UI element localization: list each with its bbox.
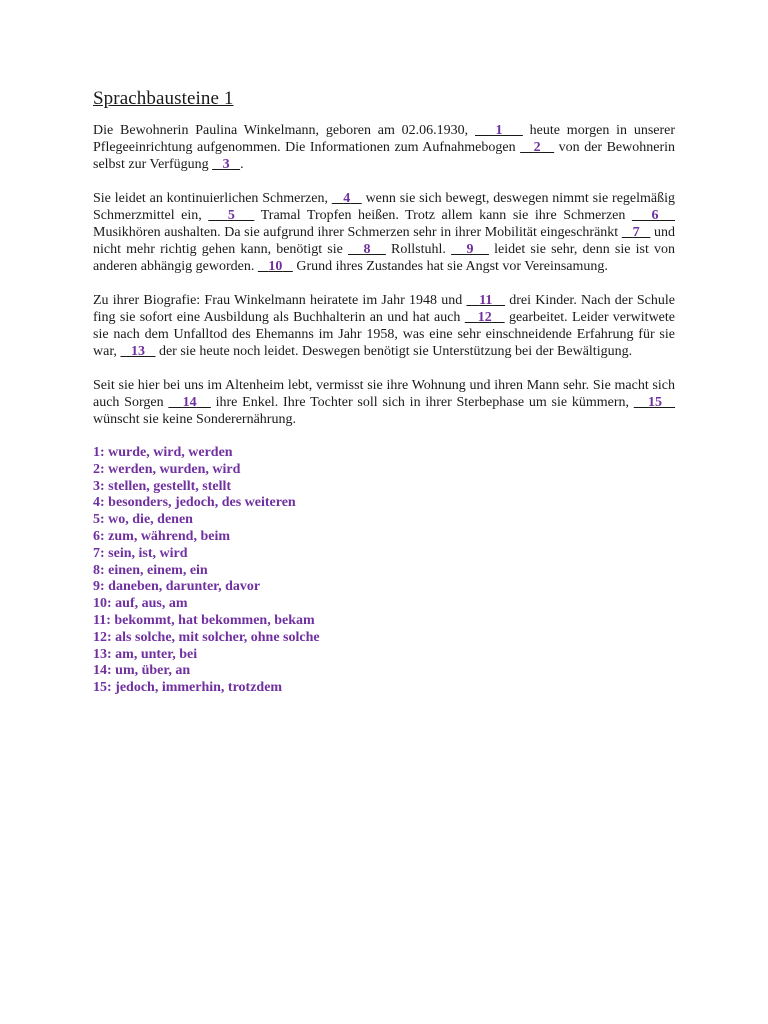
- gap-number: 3: [222, 157, 230, 172]
- paragraph-text: gearbeitet. Leider verwitwete sie nach dem Unfalltod des Ehemanns im Jahr 1958, was eine sehr einschneidende Erfahrung für sie war,: [93, 310, 675, 359]
- paragraph-text: Musikhören aushalten. Da sie aufgrund ihrer Schmerzen sehr in ihrer Mobilität eingeschränkt: [93, 225, 622, 240]
- blank-gap-4[interactable]: [332, 191, 362, 206]
- blank-gap-15[interactable]: [634, 395, 675, 410]
- paragraph-text: Seit sie hier bei uns im Altenheim lebt, vermisst sie ihre Wohnung und ihren Mann sehr. Sie macht sich auch Sorgen: [93, 378, 675, 410]
- gap-number: 12: [477, 310, 492, 325]
- paragraph-text: Zu ihrer Biografie: Frau Winkelmann heiratete im Jahr 1948 und: [93, 293, 467, 308]
- paragraph-1: [93, 122, 675, 173]
- paragraph-3: [93, 292, 675, 360]
- gap-number: 14: [182, 395, 197, 410]
- blank-gap-8[interactable]: [348, 242, 386, 257]
- blank-gap-1[interactable]: [475, 123, 523, 138]
- exercise-text: [93, 122, 675, 428]
- paragraph-text: von der Bewohnerin selbst zur Verfügung: [93, 140, 676, 172]
- answer-option-2: 2: werden, wurden, wird: [93, 461, 241, 477]
- gap-number: 2: [533, 140, 541, 155]
- blank-gap-11[interactable]: [466, 293, 505, 308]
- paragraph-text: .: [240, 157, 244, 172]
- gap-number: 1: [495, 123, 503, 138]
- answer-option-8: 8: einen, einem, ein: [93, 562, 208, 578]
- blank-gap-14[interactable]: [168, 395, 211, 410]
- gap-number: 6: [651, 208, 659, 223]
- paragraph-text: Sie leidet an kontinuierlichen Schmerzen,: [93, 191, 332, 206]
- answer-option-14: 14: um, über, an: [93, 663, 191, 679]
- answer-option-4: 4: besonders, jedoch, des weiteren: [93, 495, 296, 511]
- answer-option-6: 6: zum, während, beim: [93, 528, 231, 544]
- blank-gap-6[interactable]: [632, 208, 675, 223]
- blank-gap-7[interactable]: [622, 225, 651, 240]
- answer-option-10: 10: auf, aus, am: [93, 596, 188, 612]
- blank-gap-12[interactable]: [465, 310, 505, 325]
- paragraph-text: der sie heute noch leidet. Deswegen benötigt sie Unterstützung bei der Bewältigung.: [155, 344, 633, 359]
- gap-number: 15: [648, 395, 663, 410]
- answer-option-5: 5: wo, die, denen: [93, 512, 193, 528]
- gap-number: 10: [268, 259, 283, 274]
- answer-option-7: 7: sein, ist, wird: [93, 545, 188, 561]
- answer-option-13: 13: am, unter, bei: [93, 646, 198, 662]
- answer-options-list: [93, 445, 675, 697]
- paragraph-text: Die Bewohnerin Paulina Winkelmann, geboren am 02.06.1930,: [93, 123, 475, 138]
- paragraph-text: drei Kinder. Nach der Schule fing sie sofort eine Ausbildung als Buchhalterin an und hat auch: [93, 293, 676, 325]
- paragraph-2: [93, 190, 675, 275]
- blank-gap-9[interactable]: [451, 242, 489, 257]
- gap-number: 5: [227, 208, 235, 223]
- paragraph-text: wünscht sie keine Sonderernährung.: [93, 412, 296, 427]
- paragraph-text: ihre Enkel. Ihre Tochter soll sich in ihrer Sterbephase um sie kümmern,: [210, 395, 634, 410]
- paragraph-text: und nicht mehr richtig gehen kann, benötigt sie: [93, 225, 676, 257]
- gap-number: 11: [479, 293, 493, 308]
- paragraph-text: leidet sie sehr, denn sie ist von anderen abhängig geworden.: [93, 242, 675, 274]
- gap-number: 9: [466, 242, 474, 257]
- blank-gap-5[interactable]: [208, 208, 254, 223]
- answer-option-12: 12: als solche, mit solcher, ohne solche: [93, 629, 320, 645]
- gap-number: 8: [363, 242, 371, 257]
- page-title: Sprachbausteine 1: [93, 88, 234, 109]
- blank-gap-2[interactable]: [520, 140, 554, 155]
- answer-option-3: 3: stellen, gestellt, stellt: [93, 478, 232, 494]
- answer-option-1: 1: wurde, wird, werden: [93, 445, 233, 460]
- paragraph-text: heute morgen in unserer Pflegeeinrichtung aufgenommen. Die Informationen zum Aufnahmebogen: [93, 123, 676, 155]
- blank-gap-13[interactable]: [120, 344, 155, 359]
- paragraph-text: Grund ihres Zustandes hat sie Angst vor Vereinsamung.: [292, 259, 608, 274]
- paragraph-text: wenn sie sich bewegt, deswegen nimmt sie regelmäßig Schmerzmittel ein,: [93, 191, 676, 223]
- paragraph-4: [93, 377, 675, 428]
- document-page: [93, 88, 675, 697]
- gap-number: 7: [632, 225, 640, 240]
- paragraph-text: Tramal Tropfen heißen. Trotz allem kann sie ihre Schmerzen: [254, 208, 632, 223]
- answer-option-15: 15: jedoch, immerhin, trotzdem: [93, 680, 283, 696]
- gap-number: 4: [343, 191, 351, 206]
- paragraph-text: Rollstuhl.: [385, 242, 452, 257]
- answer-option-11: 11: bekommt, hat bekommen, bekam: [93, 612, 315, 628]
- blank-gap-3[interactable]: [212, 157, 240, 172]
- answer-option-9: 9: daneben, darunter, davor: [93, 579, 261, 595]
- blank-gap-10[interactable]: [258, 259, 293, 274]
- gap-number: 13: [130, 344, 145, 359]
